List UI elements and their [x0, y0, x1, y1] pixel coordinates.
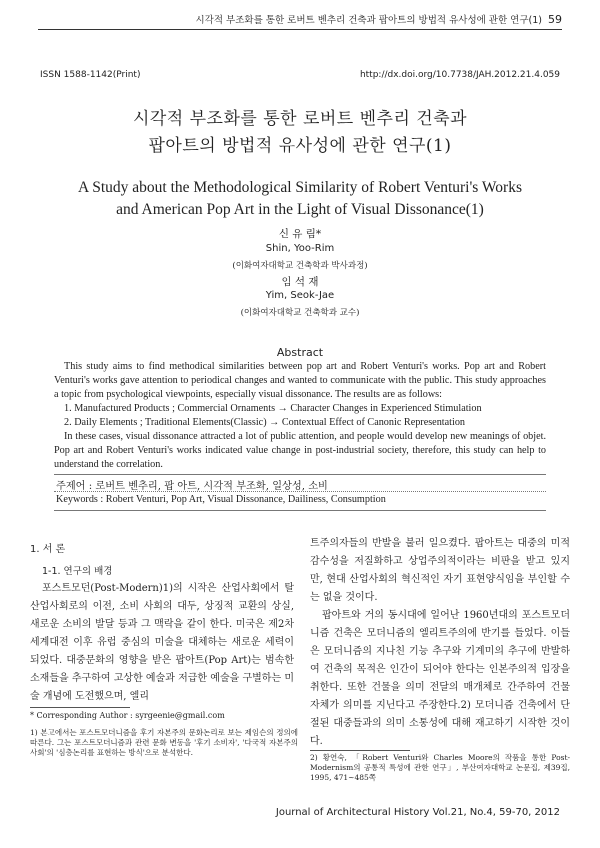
abstract-result-1: 1. Manufactured Products ; Commercial Ornaments → Character Changes in Experienced Stimulation — [64, 403, 482, 414]
footnote-2: 2) 황연숙, 「Robert Venturi와 Charles Moore의 작품을 통한 Post-Modernism의 공통적 특성에 관한 연구」, 부산여자대학교 논문집, 제39집, 1995, 471~485쪽 — [310, 753, 570, 782]
footnote-1: 1) 본고에서는 포스트모더니즘을 후기 자본주의 문화논리로 보는 제임슨의 정의에 따른다. 그는 포스트모더니즘과 관련 문화 변동을 '후기 소비자', '다국적 자본주의 사회'의 '심층논리를 표현하는 방식'으로 분석한다. — [30, 728, 298, 757]
abstract-heading: Abstract — [276, 346, 324, 359]
abstract-paragraph-1: This study aims to find methodical similarities between pop art and Robert Venturi's works. Pop art and Robert Venturi's works gave attention to periodical changes and wanted to communicate with the public. This study approaches a topic from psychological viewpoints, especially visual dissonance. The results are as follows: — [54, 361, 546, 400]
abstract-paragraph-2: In these cases, visual dissonance attracted a lot of public attention, and people would develop new meanings of objet. Pop art and Robert Venturi's works indicated value change in post-industrial society, therefore, this study can help to understand the correlation. — [54, 431, 546, 470]
left-column-body — [30, 580, 294, 706]
running-header — [196, 12, 563, 26]
abstract-result-2: 2. Daily Elements ; Traditional Elements(Classic) → Contextual Effect of Canonic Representation — [64, 417, 466, 428]
author-2-korean-name: 임 석 재 — [281, 276, 319, 288]
keywords-top-rule — [54, 474, 546, 475]
body-paragraph-3: 팝아트와 거의 동시대에 일어난 1960년대의 포스트모더니즘 건축은 모더니즘의 엘리트주의에 반기를 들었다. 이들은 모더니즘의 지나친 기능 추구와 기계미의 추구에 반발하여 건축의 목적은 인간이 되어야 한다는 인본주의적 입장을 취한다. 또한 건물을 의미 전달의 매개체로 간주하여 건물 자체가 의미를 지닌다고 주장한다.2) 모더니즘 건축에서 단절된 대중들과의 의미 소통성에 대해 재고하기 시작한 것이다. — [310, 610, 570, 747]
body-paragraph-2: 트주의자들의 반발을 불러 일으켰다. 팝아트는 대중의 미적 감수성을 저질화하고 상업주의적이라는 비판을 받고 있지만, 현대 산업사회의 혁신적인 자기 표현양식임을 부인할 수는 없을 것이다. — [310, 538, 570, 603]
issn: ISSN 1588-1142(Print) — [40, 70, 141, 80]
korean-title-line-1: 시각적 부조화를 통한 로버트 벤추리 건축과 — [132, 109, 468, 129]
abstract-body — [54, 360, 546, 472]
english-keywords: Keywords : Robert Venturi, Pop Art, Visual Dissonance, Dailiness, Consumption — [56, 494, 386, 505]
keywords-middle-rule — [54, 491, 546, 492]
journal-footer: Journal of Architectural History Vol.21, No.4, 59-70, 2012 — [275, 807, 560, 818]
page-number: 59 — [548, 13, 562, 26]
author-1-affiliation: (이화여자대학교 건축학과 박사과정) — [232, 261, 368, 271]
korean-keywords: 주제어 : 로버트 벤추리, 팝 아트, 시각적 부조화, 일상성, 소비 — [56, 481, 328, 492]
footnote-rule — [30, 707, 130, 708]
header-rule — [38, 29, 562, 30]
running-title: 시각적 부조화를 통한 로버트 벤추리 건축과 팝아트의 방법적 유사성에 관한 연구(1) — [195, 15, 542, 26]
author-2-affiliation: (이화여자대학교 건축학과 교수) — [240, 308, 360, 318]
doi-link[interactable]: http://dx.doi.org/10.7738/JAH.2012.21.4.059 — [359, 70, 560, 80]
english-title-line-2: and American Pop Art in the Light of Visual Dissonance(1) — [116, 201, 484, 218]
subsection-heading: 1-1. 연구의 배경 — [42, 566, 113, 577]
author-1-korean-name: 신 유 림* — [278, 228, 322, 240]
body-paragraph-1: 포스트모던(Post-Modern)1)의 시작은 산업사회에서 탈산업사회로의 이전, 소비 사회의 대두, 상징적 교환의 상실, 새로운 소비의 발달 등과 그 맥락을 같이 한다. 미국은 제2차 세계대전 이후 유럽 중심의 미술을 대체하는 새로운 세력이 되었다. 대중문화의 영향을 받은 팝아트(Pop Art)는 범속한 소재들을 추구하여 고상한 예술과 저급한 예술을 구별하는 미술 개념에 도전했으며, 엘리 — [30, 583, 294, 702]
author-1-english-name: Shin, Yoo-Rim — [265, 243, 335, 254]
footnote-rule-right — [310, 750, 410, 751]
section-heading: 1. 서 론 — [30, 544, 66, 555]
author-2-english-name: Yim, Seok-Jae — [265, 290, 335, 301]
keywords-bottom-rule — [54, 510, 546, 511]
korean-title-line-2: 팝아트의 방법적 유사성에 관한 연구(1) — [148, 136, 452, 156]
english-title-line-1: A Study about the Methodological Similarity of Robert Venturi's Works — [78, 179, 522, 196]
corresponding-author: * Corresponding Author : syrgeenie@gmail.com — [30, 711, 225, 720]
right-column-body — [310, 535, 570, 751]
